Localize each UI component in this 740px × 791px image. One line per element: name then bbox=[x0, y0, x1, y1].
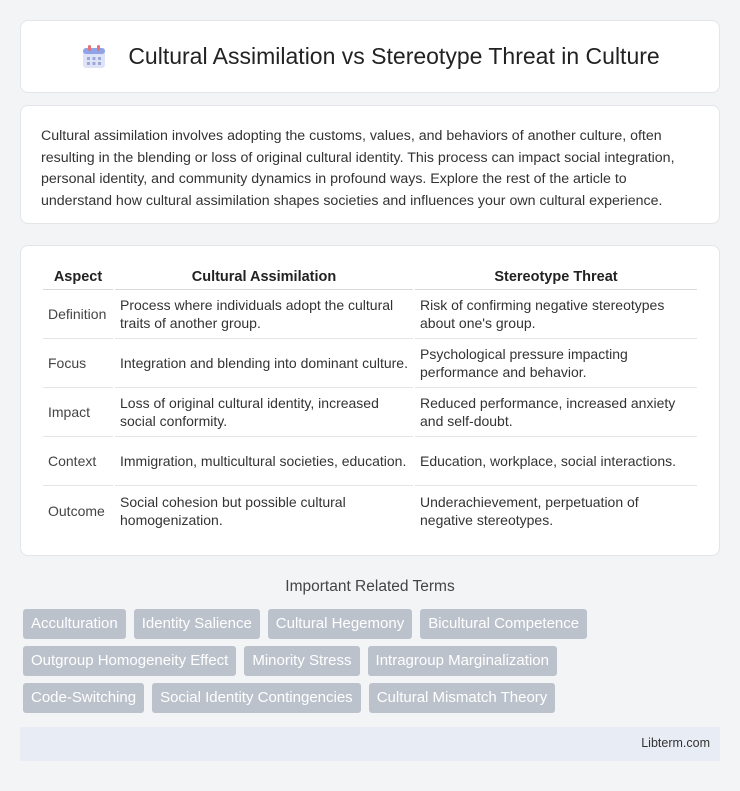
intro-text: Cultural assimilation involves adopting the customs, values, and behaviors of another culture, often resulting in the blending or loss of original cultural identity. This process can impact social integration, personal identity, and community dynamics in profound ways. Explore the rest of the article to understand how cultural assimilation shapes societies and influences your own cultural experience. bbox=[41, 128, 675, 209]
row-aspect: Context bbox=[43, 437, 113, 486]
tag-cultural-hegemony[interactable]: Cultural Hegemony bbox=[268, 609, 412, 639]
header-cultural-assimilation: Cultural Assimilation bbox=[115, 264, 413, 290]
calendar-icon bbox=[80, 43, 108, 71]
row-threat: Psychological pressure impacting performance and behavior. bbox=[415, 339, 697, 388]
tag-code-switching[interactable]: Code-Switching bbox=[23, 683, 144, 713]
table-row bbox=[43, 437, 697, 486]
row-assimilation: Integration and blending into dominant culture. bbox=[115, 339, 413, 388]
tag-minority-stress[interactable]: Minority Stress bbox=[244, 646, 359, 676]
header-stereotype-threat: Stereotype Threat bbox=[415, 264, 697, 290]
related-terms-list bbox=[23, 609, 723, 720]
row-assimilation: Immigration, multicultural societies, education. bbox=[115, 437, 413, 486]
row-threat: Reduced performance, increased anxiety and self-doubt. bbox=[415, 388, 697, 437]
title-card bbox=[20, 20, 720, 93]
footer bbox=[20, 727, 720, 761]
tag-identity-salience[interactable]: Identity Salience bbox=[134, 609, 260, 639]
table-row bbox=[43, 388, 697, 437]
row-aspect: Outcome bbox=[48, 502, 105, 519]
comparison-table bbox=[41, 264, 699, 535]
table-header-row bbox=[43, 264, 697, 290]
table-row bbox=[43, 339, 697, 388]
row-aspect: Definition bbox=[43, 290, 113, 339]
tag-cultural-mismatch-theory[interactable]: Cultural Mismatch Theory bbox=[369, 683, 556, 713]
row-threat: Education, workplace, social interactions. bbox=[415, 437, 697, 486]
row-aspect: Focus bbox=[43, 339, 113, 388]
row-threat: Risk of confirming negative stereotypes about one's group. bbox=[415, 290, 697, 339]
tag-social-identity-contingencies[interactable]: Social Identity Contingencies bbox=[152, 683, 361, 713]
comparison-card bbox=[20, 245, 720, 556]
related-terms-title: Important Related Terms bbox=[285, 578, 455, 595]
table-row bbox=[43, 290, 697, 339]
intro-card bbox=[20, 105, 720, 224]
row-threat: Underachievement, perpetuation of negative stereotypes. bbox=[420, 493, 639, 528]
page-title: Cultural Assimilation vs Stereotype Threat in Culture bbox=[128, 43, 660, 69]
tag-acculturation[interactable]: Acculturation bbox=[23, 609, 126, 639]
tag-intragroup-marginalization[interactable]: Intragroup Marginalization bbox=[368, 646, 557, 676]
footer-brand[interactable]: Libterm.com bbox=[641, 736, 710, 750]
tag-outgroup-homogeneity-effect[interactable]: Outgroup Homogeneity Effect bbox=[23, 646, 236, 676]
table-row bbox=[43, 486, 697, 535]
row-assimilation: Social cohesion but possible cultural homogenization. bbox=[120, 493, 346, 528]
row-assimilation: Loss of original cultural identity, increased social conformity. bbox=[115, 388, 413, 437]
tag-bicultural-competence[interactable]: Bicultural Competence bbox=[420, 609, 587, 639]
row-aspect: Impact bbox=[43, 388, 113, 437]
row-assimilation: Process where individuals adopt the cultural traits of another group. bbox=[115, 290, 413, 339]
header-aspect: Aspect bbox=[43, 264, 113, 290]
